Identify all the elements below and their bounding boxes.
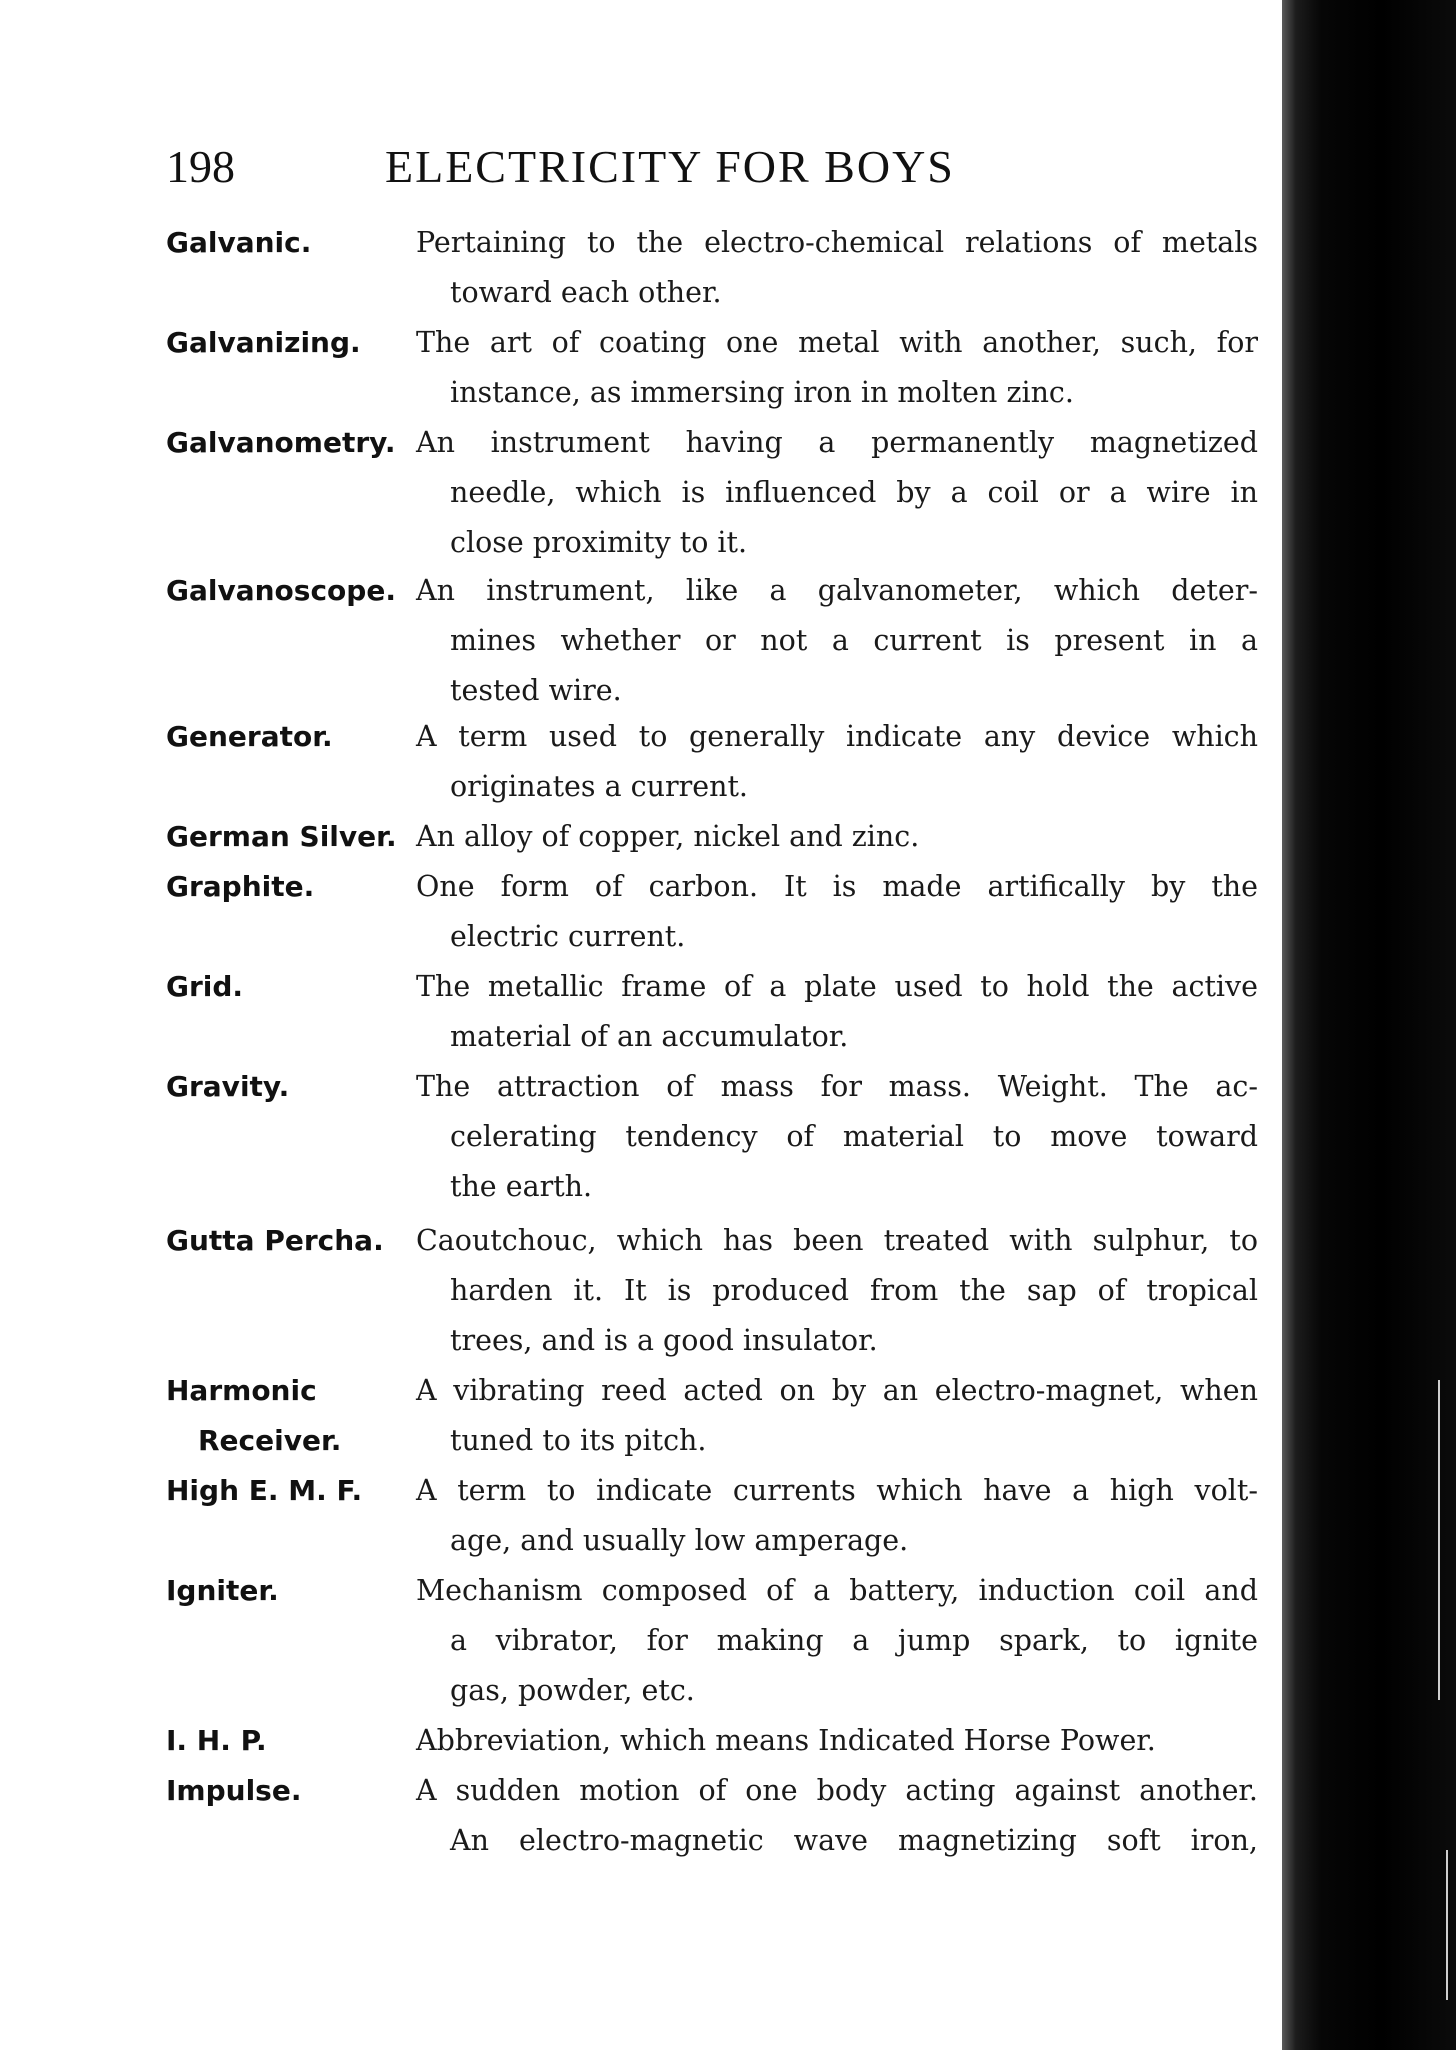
- entry-term: Galvanoscope.: [166, 574, 396, 607]
- entry-term: Impulse.: [166, 1774, 302, 1807]
- definition-line: material of an accumulator.: [450, 1020, 849, 1053]
- entry-definition: [416, 1466, 1258, 1566]
- definition-line: age, and usually low amperage.: [450, 1524, 909, 1557]
- definition-line: instance, as immersing iron in molten zinc.: [450, 376, 1074, 409]
- entry-definition: [416, 1062, 1258, 1212]
- entry-definition: [416, 962, 1258, 1062]
- entry-term: Galvanizing.: [166, 326, 361, 359]
- page-number: 198: [166, 141, 235, 192]
- entry-term: Grid.: [166, 970, 244, 1003]
- definition-line: The art of coating one metal with another, such, for: [416, 326, 1258, 359]
- entry-term: Graphite.: [166, 870, 315, 903]
- entry-term-line: Receiver.: [198, 1424, 342, 1457]
- entry-term: I. H. P.: [166, 1724, 267, 1757]
- definition-line: Pertaining to the electro-chemical relations of metals: [416, 226, 1258, 259]
- entry-definition: [416, 1766, 1258, 1866]
- entry-term: German Silver.: [166, 820, 397, 853]
- definition-line: tuned to its pitch.: [450, 1424, 707, 1457]
- definition-line: mines whether or not a current is present in a: [450, 624, 1258, 657]
- entry-definition: [416, 218, 1258, 318]
- entry-definition: [416, 1366, 1258, 1466]
- entry-term: Igniter.: [166, 1574, 279, 1607]
- definition-line: close proximity to it.: [450, 526, 748, 559]
- definition-line: harden it. It is produced from the sap of tropical: [450, 1274, 1258, 1307]
- entry-definition: [416, 1716, 1258, 1766]
- entry-term: High E. M. F.: [166, 1474, 363, 1507]
- entry-term: [166, 1366, 416, 1466]
- definition-line: A sudden motion of one body acting against another.: [416, 1774, 1258, 1807]
- definition-line: electric current.: [450, 920, 686, 953]
- definition-line: trees, and is a good insulator.: [450, 1324, 878, 1357]
- definition-line: Mechanism composed of a battery, induction coil and: [416, 1574, 1258, 1607]
- scanned-page-edge: [1282, 0, 1456, 2050]
- definition-line: One form of carbon. It is made artifically by the: [416, 870, 1258, 903]
- definition-line: The attraction of mass for mass. Weight. The ac-: [416, 1070, 1258, 1103]
- entry-term: Generator.: [166, 720, 333, 753]
- entry-term: Galvanic.: [166, 226, 312, 259]
- edge-scratch: [1446, 1850, 1448, 2000]
- running-title: ELECTRICITY FOR BOYS: [385, 141, 955, 192]
- entry-definition: [416, 1566, 1258, 1716]
- entry-definition: [416, 1216, 1258, 1366]
- entry-definition: [416, 712, 1258, 812]
- definition-line: An instrument, like a galvanometer, which deter-: [416, 574, 1258, 607]
- definition-line: Abbreviation, which means Indicated Horse Power.: [416, 1724, 1156, 1757]
- definition-line: gas, powder, etc.: [450, 1674, 695, 1707]
- definition-line: a vibrator, for making a jump spark, to ignite: [450, 1624, 1258, 1657]
- definition-line: An electro-magnetic wave magnetizing soft iron,: [450, 1824, 1258, 1857]
- definition-line: tested wire.: [450, 674, 622, 707]
- definition-line: needle, which is influenced by a coil or a wire in: [450, 476, 1258, 509]
- definition-line: A term used to generally indicate any device which: [416, 720, 1258, 753]
- edge-scratch: [1438, 1380, 1440, 1700]
- entry-definition: [416, 812, 1258, 862]
- entry-definition: [416, 318, 1258, 418]
- entry-definition: [416, 862, 1258, 962]
- definition-line: A vibrating reed acted on by an electro-magnet, when: [416, 1374, 1258, 1407]
- definition-line: A term to indicate currents which have a high volt-: [416, 1474, 1258, 1507]
- entry-definition: [416, 418, 1258, 568]
- entry-term: Galvanometry.: [166, 426, 396, 459]
- definition-line: the earth.: [450, 1170, 593, 1203]
- entry-term: Gutta Percha.: [166, 1224, 384, 1257]
- definition-line: An alloy of copper, nickel and zinc.: [416, 820, 920, 853]
- entry-term: Gravity.: [166, 1070, 290, 1103]
- definition-line: The metallic frame of a plate used to hold the active: [416, 970, 1258, 1003]
- definition-line: toward each other.: [450, 276, 722, 309]
- definition-line: celerating tendency of material to move toward: [450, 1120, 1258, 1153]
- entry-definition: [416, 566, 1258, 716]
- definition-line: originates a current.: [450, 770, 748, 803]
- entry-term-line: Harmonic: [166, 1374, 317, 1407]
- definition-line: An instrument having a permanently magnetized: [416, 426, 1258, 459]
- definition-line: Caoutchouc, which has been treated with sulphur, to: [416, 1224, 1258, 1257]
